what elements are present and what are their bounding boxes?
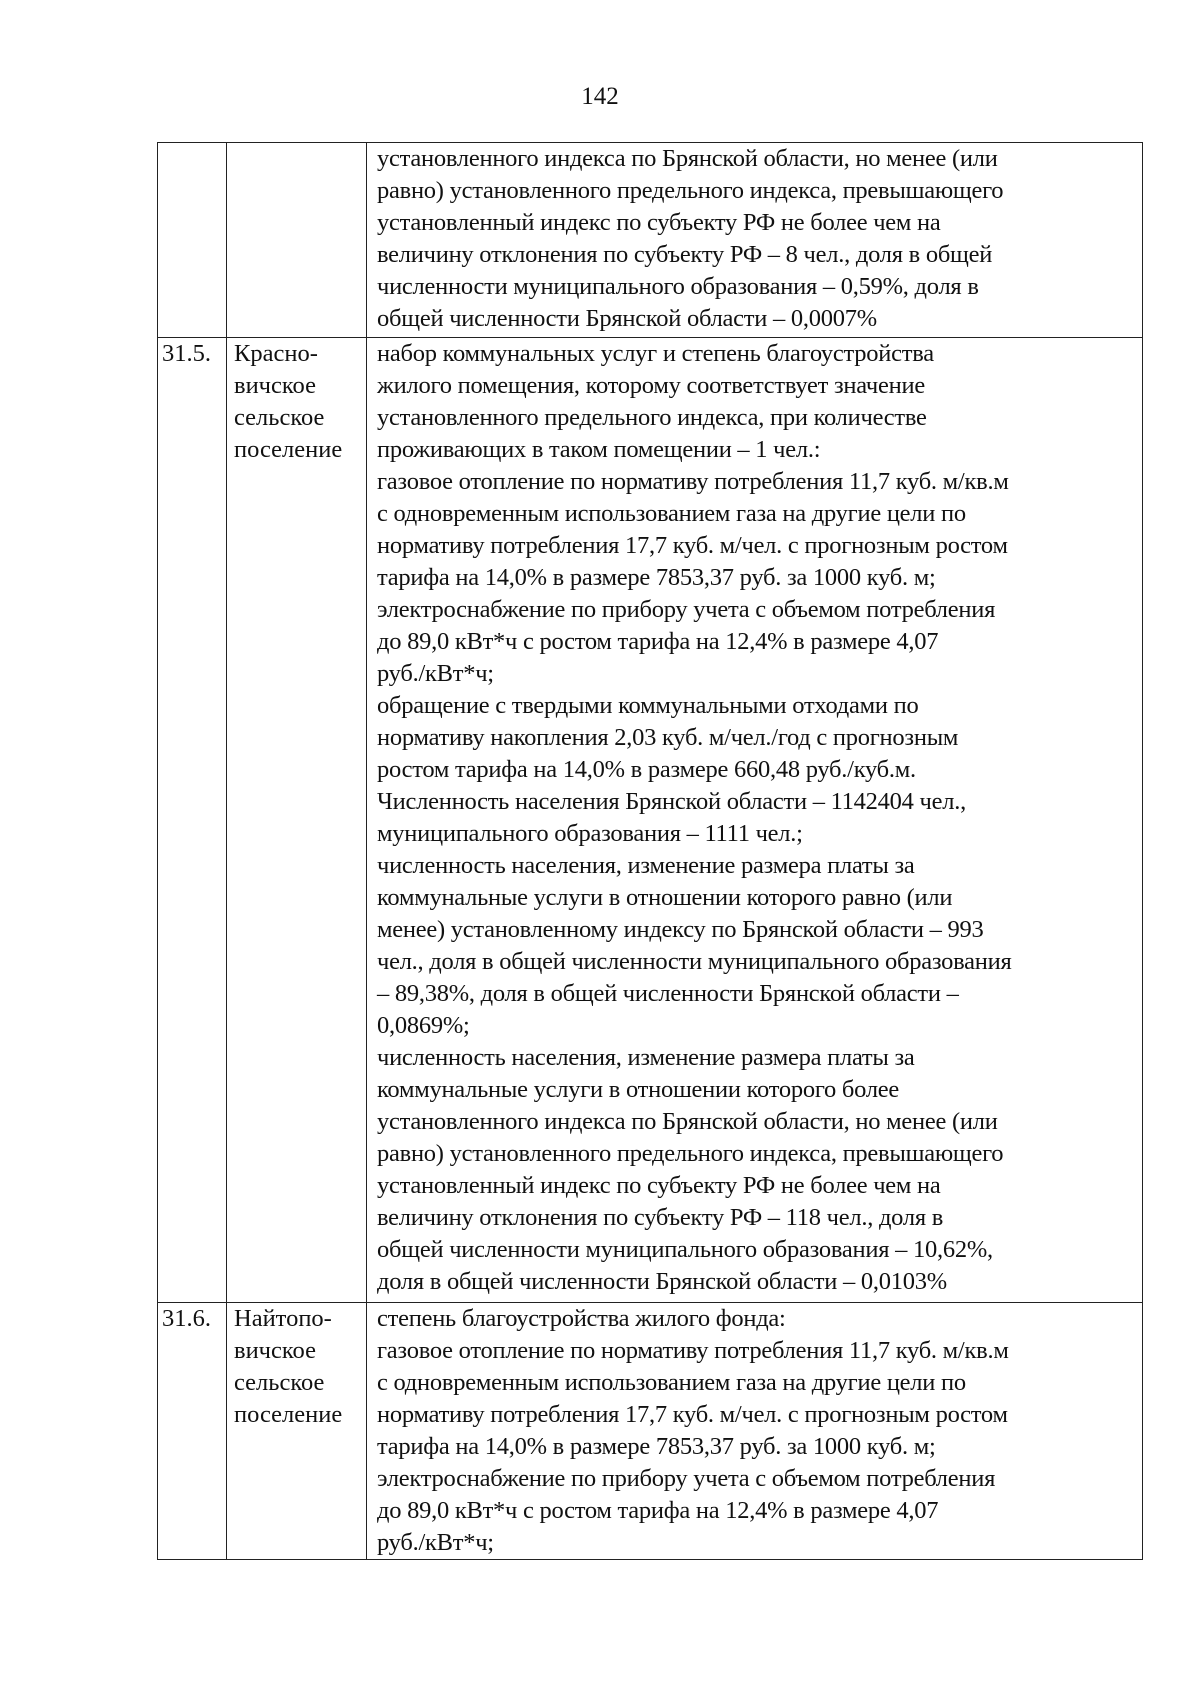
text-line: электроснабжение по прибору учета с объемом потребления: [377, 596, 996, 623]
page-number: 142: [581, 83, 619, 110]
text-line: общей численности муниципального образования – 10,62%,: [377, 1236, 993, 1263]
name-line: поселение: [234, 436, 343, 463]
text-line: коммунальные услуги в отношении которого равно (или: [377, 884, 953, 911]
text-line: 0,0869%;: [377, 1012, 470, 1039]
document-table: [157, 142, 1143, 1560]
text-line: величину отклонения по субъекту РФ – 8 чел., доля в общей: [377, 241, 993, 268]
text-line: с одновременным использованием газа на другие цели по: [377, 500, 966, 527]
text-line: с одновременным использованием газа на другие цели по: [377, 1369, 966, 1396]
text-line: численность населения, изменение размера платы за: [377, 852, 915, 879]
text-line: до 89,0 кВт*ч с ростом тарифа на 12,4% в размере 4,07: [377, 1497, 939, 1524]
text-line: ростом тарифа на 14,0% в размере 660,48 руб./куб.м.: [377, 756, 916, 783]
text-line: газовое отопление по нормативу потребления 11,7 куб. м/кв.м: [377, 1337, 1009, 1364]
text-line: тарифа на 14,0% в размере 7853,37 руб. за 1000 куб. м;: [377, 564, 936, 591]
text-line: тарифа на 14,0% в размере 7853,37 руб. за 1000 куб. м;: [377, 1433, 936, 1460]
name-line: Найтопо-: [234, 1305, 332, 1332]
text-line: чел., доля в общей численности муниципального образования: [377, 948, 1012, 975]
text-line: численность населения, изменение размера платы за: [377, 1044, 915, 1071]
text-line: руб./кВт*ч;: [377, 660, 494, 687]
name-line: поселение: [234, 1401, 343, 1428]
municipality-name-cell: [227, 1303, 367, 1560]
text-line: менее) установленному индексу по Брянской области – 993: [377, 916, 984, 943]
name-line: вичское: [234, 1337, 316, 1364]
description-cell: [367, 1303, 1143, 1560]
text-line: нормативу накопления 2,03 куб. м/чел./год с прогнозным: [377, 724, 959, 751]
description-cell: [367, 143, 1143, 338]
text-line: установленный индекс по субъекту РФ не более чем на: [377, 1172, 941, 1199]
name-line: сельское: [234, 1369, 325, 1396]
row-number-cell: 31.6.: [158, 1303, 227, 1560]
table-row: [158, 1303, 1143, 1560]
text-line: газовое отопление по нормативу потребления 11,7 куб. м/кв.м: [377, 468, 1009, 495]
text-line: равно) установленного предельного индекса, превышающего: [377, 177, 1004, 204]
text-line: установленного индекса по Брянской области, но менее (или: [377, 1108, 998, 1135]
text-line: жилого помещения, которому соответствует значение: [377, 372, 925, 399]
text-line: обращение с твердыми коммунальными отходами по: [377, 692, 919, 719]
text-line: нормативу потребления 17,7 куб. м/чел. с прогнозным ростом: [377, 532, 1008, 559]
row-number-cell: 31.5.: [158, 338, 227, 1303]
row-number-cell: [158, 143, 227, 338]
text-line: электроснабжение по прибору учета с объемом потребления: [377, 1465, 996, 1492]
text-line: равно) установленного предельного индекса, превышающего: [377, 1140, 1004, 1167]
text-line: руб./кВт*ч;: [377, 1529, 494, 1556]
text-line: степень благоустройства жилого фонда:: [377, 1305, 786, 1332]
text-line: доля в общей численности Брянской области – 0,0103%: [377, 1268, 947, 1295]
text-line: нормативу потребления 17,7 куб. м/чел. с прогнозным ростом: [377, 1401, 1008, 1428]
text-line: набор коммунальных услуг и степень благоустройства: [377, 340, 934, 367]
description-cell: [367, 338, 1143, 1303]
table-row: [158, 338, 1143, 1303]
text-line: – 89,38%, доля в общей численности Брянской области –: [377, 980, 959, 1007]
name-line: вичское: [234, 372, 316, 399]
text-line: установленного предельного индекса, при количестве: [377, 404, 927, 431]
municipality-name-cell: [227, 338, 367, 1303]
text-line: Численность населения Брянской области – 1142404 чел.,: [377, 788, 966, 815]
text-line: величину отклонения по субъекту РФ – 118 чел., доля в: [377, 1204, 944, 1231]
municipality-name-cell: [227, 143, 367, 338]
text-line: численности муниципального образования – 0,59%, доля в: [377, 273, 979, 300]
text-line: до 89,0 кВт*ч с ростом тарифа на 12,4% в размере 4,07: [377, 628, 939, 655]
text-line: общей численности Брянской области – 0,0007%: [377, 305, 877, 332]
text-line: муниципального образования – 1111 чел.;: [377, 820, 803, 847]
name-line: Красно-: [234, 340, 318, 367]
text-line: установленный индекс по субъекту РФ не более чем на: [377, 209, 941, 236]
text-line: установленного индекса по Брянской области, но менее (или: [377, 145, 998, 172]
text-line: коммунальные услуги в отношении которого более: [377, 1076, 900, 1103]
table-row: [158, 143, 1143, 338]
text-line: проживающих в таком помещении – 1 чел.:: [377, 436, 821, 463]
name-line: сельское: [234, 404, 325, 431]
